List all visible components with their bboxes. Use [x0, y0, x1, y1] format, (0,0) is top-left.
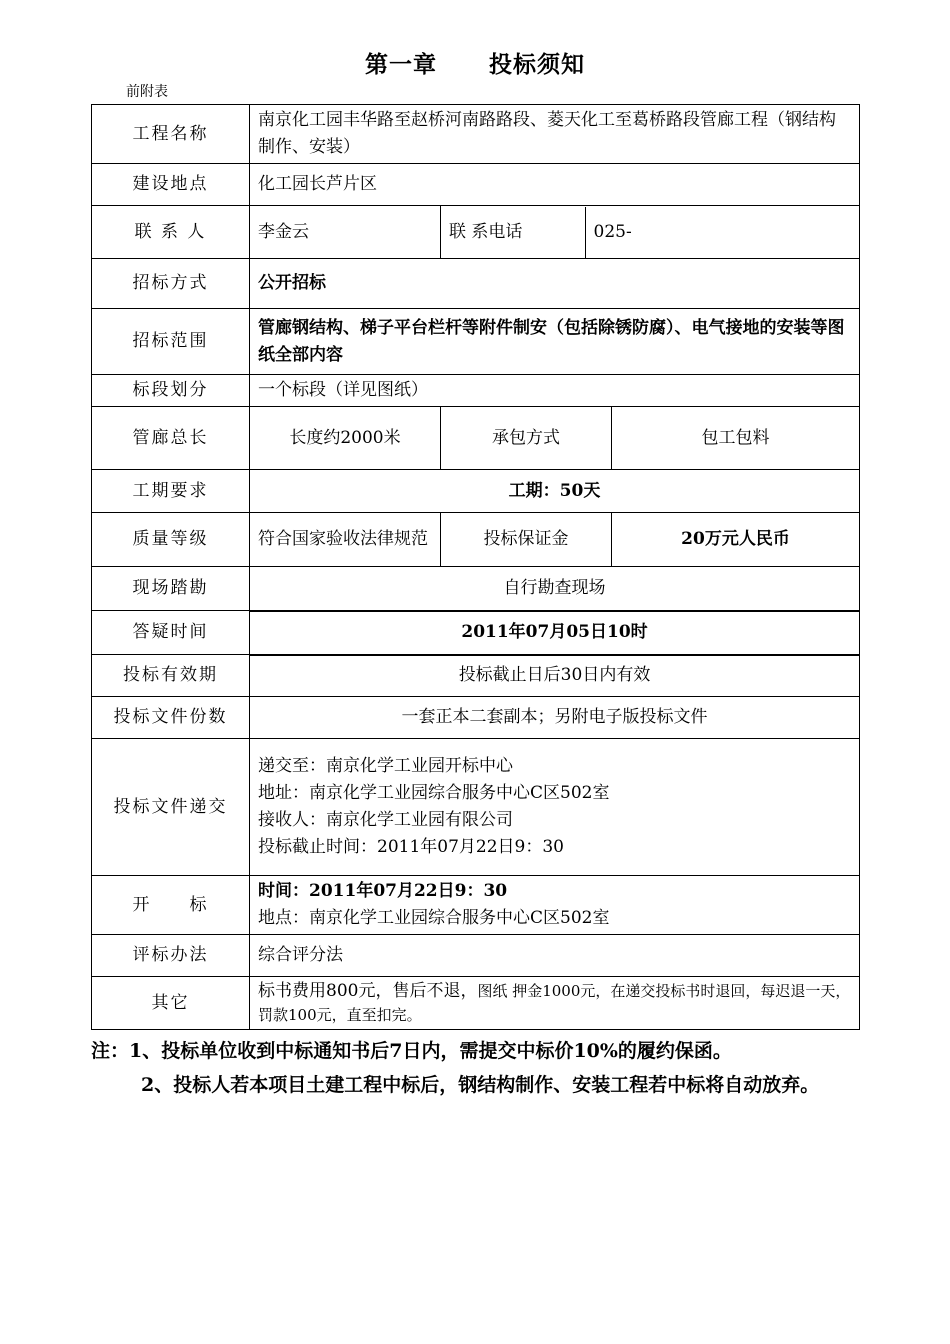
label-validity: 投标有效期: [92, 655, 250, 697]
value-evaluation: 综合评分法: [250, 935, 860, 977]
value-location: 化工园长芦片区: [250, 164, 860, 206]
delivery-receiver: 接收人：南京化学工业园有限公司: [258, 810, 513, 830]
row-sections: [92, 375, 860, 407]
note-2: 2、投标人若本项目土建工程中标后，钢结构制作、安装工程若中标将自动放弃。: [141, 1074, 820, 1096]
row-contact: [92, 206, 860, 259]
delivery-to: 递交至：南京化学工业园开标中心: [258, 756, 513, 776]
label-bid-scope: 招标范围: [92, 309, 250, 375]
other-fee: 标书费用800元，售后不退，: [258, 981, 478, 1001]
row-qa-time: [92, 611, 860, 655]
value-phone: 025-: [593, 221, 632, 242]
label-other: 其它: [92, 977, 250, 1030]
opening-place: 地点：南京化学工业园综合服务中心C区502室: [258, 908, 610, 928]
value-bid-method: 公开招标: [250, 259, 860, 309]
value-contract: 包工包料: [612, 407, 860, 470]
notes: [91, 1034, 861, 1102]
delivery-deadline: 投标截止时间：2011年07月22日9：30: [258, 837, 564, 857]
label-project-name: 工程名称: [92, 105, 250, 164]
bid-info-table: [91, 104, 860, 1030]
chapter-title: 投标须知: [489, 51, 585, 78]
label-length: 管廊总长: [92, 407, 250, 470]
row-opening: [92, 876, 860, 935]
value-qa-time: 2011年07月05日10时: [250, 611, 860, 655]
value-site-visit: 自行勘查现场: [250, 567, 860, 611]
label-duration: 工期要求: [92, 470, 250, 513]
row-bid-scope: [92, 309, 860, 375]
row-delivery: [92, 739, 860, 876]
label-sections: 标段划分: [92, 375, 250, 407]
value-project-name: 南京化工园丰华路至赵桥河南路路段、菱天化工至葛桥路段管廊工程（钢结构制作、安装）: [250, 105, 860, 164]
label-phone: 联 系电话: [441, 207, 585, 258]
value-bid-scope: 管廊钢结构、梯子平台栏杆等附件制安（包括除锈防腐）、电气接地的安装等图纸全部内容: [250, 309, 860, 375]
row-location: [92, 164, 860, 206]
row-validity: [92, 655, 860, 697]
value-quality: 符合国家验收法律规范: [250, 513, 441, 567]
table-caption: 前附表: [126, 84, 168, 100]
note-1: 注：1、投标单位收到中标通知书后7日内，需提交中标价10%的履约保函。: [91, 1040, 732, 1062]
opening-time: 时间：2011年07月22日9：30: [258, 881, 508, 901]
row-length: [92, 407, 860, 470]
label-site-visit: 现场踏勘: [92, 567, 250, 611]
label-opening: 开 标: [92, 876, 250, 935]
value-contact: 李金云: [250, 206, 441, 259]
label-evaluation: 评标办法: [92, 935, 250, 977]
label-contact: 联 系 人: [92, 206, 250, 259]
row-evaluation: [92, 935, 860, 977]
row-other: [92, 977, 860, 1030]
other-deposit: 图纸 押金1000元，在递交投标书时退回，每迟退一天，罚款100元，直至扣完。: [258, 982, 851, 1024]
delivery-address: 地址：南京化学工业园综合服务中心C区502室: [258, 783, 610, 803]
row-site-visit: [92, 567, 860, 611]
row-duration: [92, 470, 860, 513]
value-other: [250, 977, 860, 1030]
label-quality: 质量等级: [92, 513, 250, 567]
value-opening: [250, 876, 860, 935]
row-bid-method: [92, 259, 860, 309]
label-bid-method: 招标方式: [92, 259, 250, 309]
row-copies: [92, 697, 860, 739]
label-contract: 承包方式: [441, 407, 612, 470]
label-copies: 投标文件份数: [92, 697, 250, 739]
label-deposit: 投标保证金: [441, 513, 612, 567]
page-title: [0, 46, 950, 79]
value-duration: 工期：50天: [250, 470, 860, 513]
row-quality: [92, 513, 860, 567]
value-length: 长度约2000米: [250, 407, 441, 470]
row-project-name: [92, 105, 860, 164]
label-qa-time: 答疑时间: [92, 611, 250, 655]
value-copies: 一套正本二套副本；另附电子版投标文件: [250, 697, 860, 739]
label-delivery: 投标文件递交: [92, 739, 250, 876]
value-validity: 投标截止日后30日内有效: [250, 655, 860, 697]
chapter-number: 第一章: [365, 51, 437, 78]
value-sections: 一个标段（详见图纸）: [250, 375, 860, 407]
label-location: 建设地点: [92, 164, 250, 206]
value-delivery: [250, 739, 860, 876]
value-deposit: 20万元人民币: [612, 513, 860, 567]
